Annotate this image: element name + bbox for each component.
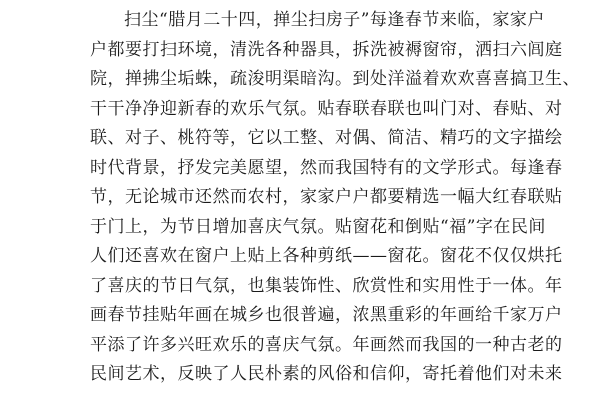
text-line: 画春节挂贴年画在城乡也很普遍，浓黑重彩的年画给千家万户 — [90, 305, 563, 325]
text-line: 于门上，为节日增加喜庆气氛。贴窗花和倒贴“福”字在民间 — [90, 216, 546, 237]
text-line: 户都要打扫环境，清洗各种器具，拆洗被褥窗帘，洒扫六闾庭 — [90, 39, 563, 60]
text-line: 时代背景，抒发完美愿望，然而我国特有的文学形式。每逢春 — [90, 157, 563, 178]
text-line: 平添了许多兴旺欢乐的喜庆气氛。年画然而我国的一种古老的 — [90, 334, 563, 355]
text-line: 民间艺术，反映了人民朴素的风俗和信仰，寄托着他们对未来 — [90, 364, 563, 384]
text-line: 人们还喜欢在窗户上贴上各种剪纸——窗花。窗花不仅仅烘托 — [90, 246, 563, 266]
text-line: 院，掸拂尘垢蛛，疏浚明渠暗沟。到处洋溢着欢欢喜喜搞卫生、 — [90, 69, 580, 89]
text-line: 节，无论城市还然而农村，家家户户都要精选一幅大红春联贴 — [90, 187, 563, 207]
body-text — [90, 6, 580, 390]
text-line: 联、对子、桃符等，它以工整、对偶、简洁、精巧的文字描绘 — [90, 128, 563, 148]
text-line: 了喜庆的节日气氛，也集装饰性、欣赏性和实用性于一体。年 — [90, 275, 563, 296]
text-line: 干干净净迎新春的欢乐气氛。贴春联春联也叫门对、春贴、对 — [90, 98, 563, 119]
text-line: 扫尘“腊月二十四，掸尘扫房子”每逢春节来临，家家户 — [124, 10, 545, 30]
